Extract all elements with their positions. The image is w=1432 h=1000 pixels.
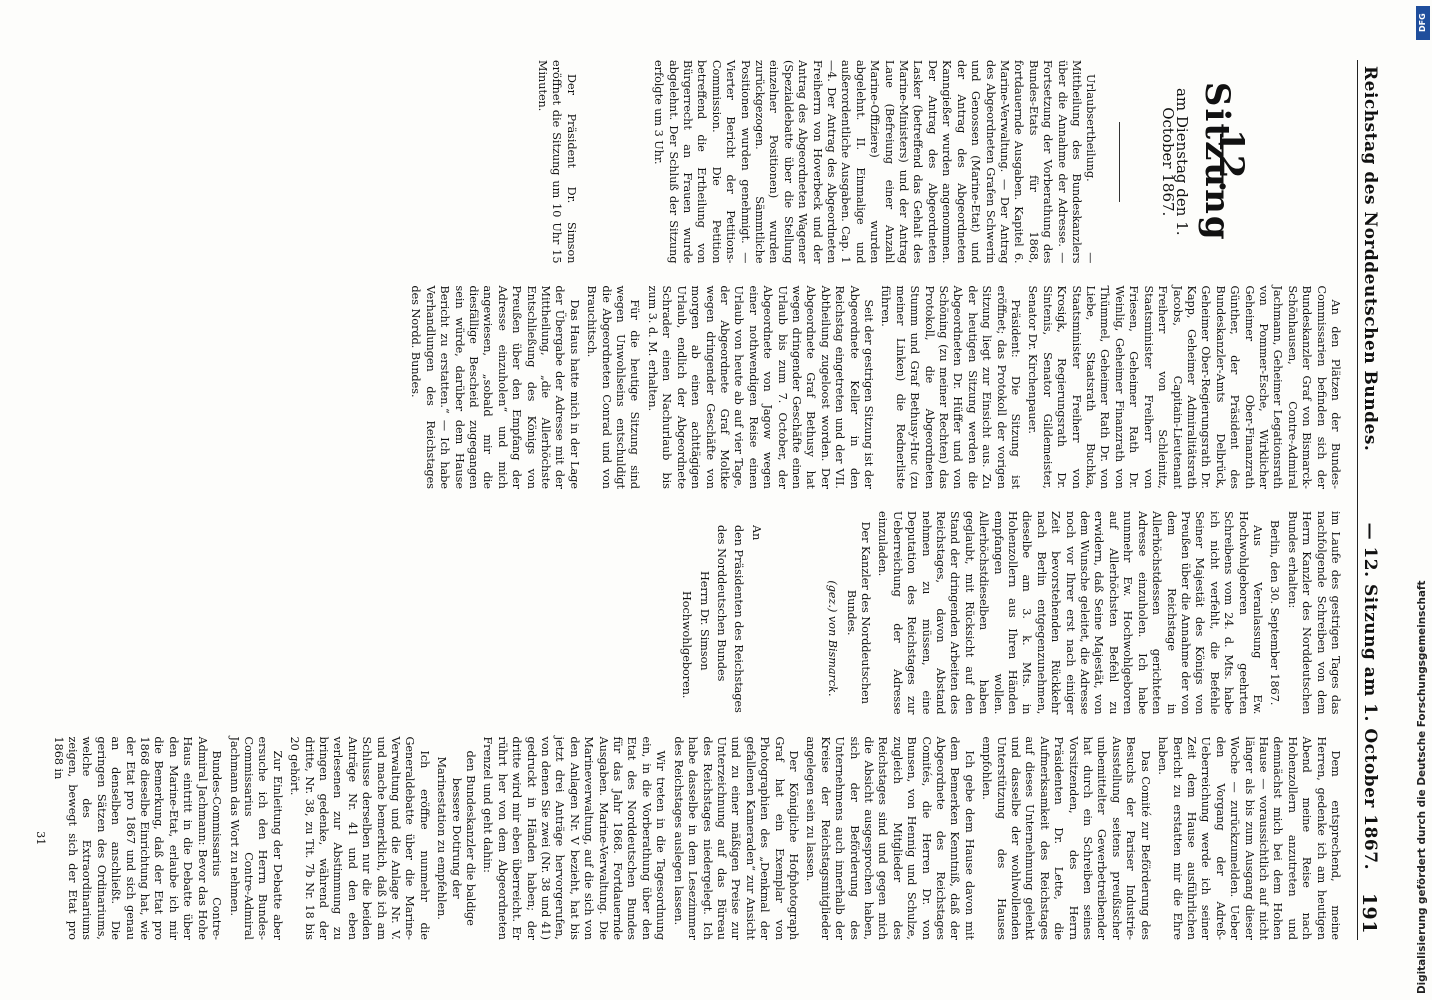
paragraph: An den Plätzen der Bundes-Commissarien befinden sich der Bundeskanzler Graf von Bismarck-Schönhausen, Contre-Admiral Jachmann, Geheimer Legationsrath von Pommer-Esche, Wirklicher Geheimer Ober-Finanzrath Günther, der Präsident des Bundeskanzler-Amts Delbrück, Geheimer Ober-Regierungsrath Dr. Kapp, Geheimer Admiralitätsrath Jacobs, Capitain-Lieutenant Freiherr von Schleinitz, Staatsminister Freiherr von Friesen, Geheimer Rath Dr. Weinlig, Geheimer Finanzrath von Thümmel, Geheimer Rath Dr. von Liebe, Staatsrath Buchka, Staatsminister Freiherr von Krosigk, Regierungsrath Dr. Sintenis, Senator Gildemeister, Senator Dr. Kirchenpauer. <box>1026 285 1342 489</box>
letter-intro: im Laufe des gestrigen Tages das nachfolgende Schreiben von dem Herrn Kanzler des Norddeutschen Bundes erhalten: <box>1285 511 1342 715</box>
digitization-note-text: Digitalisierung gefördert durch die Deutsche Forschungsgemeinschaft <box>1416 580 1428 994</box>
session-title: 12. Sitzung <box>1196 81 1251 242</box>
spacer <box>578 60 648 264</box>
paragraph: Ich gebe dem Hause davon mit dem Bemerken Kenntniß, daß der Abgeordnete des Reichstages Comités, die Herren Dr. von Bunsen, von Hennig und Schulze, zugleich Mitglieder des Reichstages sind und gegen mich die Absicht ausgesprochen haben, sich der Beförderung des Unternehmens auch innerhalb der Kreise der Reichstagsmitglieder angelegen sein zu lassen. <box>804 736 976 940</box>
paragraph: Zur Einleitung der Debatte aber ersuche ich den Herrn Bundes-Commissarius Contre-Admiral Jachmann das Wort zu nehmen. <box>227 736 284 940</box>
spacer <box>763 511 823 715</box>
paragraph: Für die heutige Sitzung sind wegen Unwohlseins entschuldigt die Abgeordneten Conrad und von Brauchitsch. <box>585 285 642 489</box>
column-3 <box>50 511 1342 715</box>
column-2 <box>50 286 1342 490</box>
session-heading <box>1119 60 1251 264</box>
heading-rule <box>1119 122 1120 202</box>
paragraph: Bundes-Commissarius Contre-Admiral Jachmann: Bevor das Hohe Haus eintritt in die Debatte über den Marine-Etat, erlaube ich mir die Bemerkung, daß der Etat pro 1868 dieselbe Einrichtung hat, wie der Etat pro 1867 und sich genau an denselben anschließt. Die geringen Sätzen des Ordinariums, welche des Extraordinariums zeigen, bewegt sich der Etat pro 1868 in <box>51 736 224 940</box>
address-line: des Norddeutschen Bundes <box>714 525 728 682</box>
paragraph: Das Comité zur Beförderung des Besuchs der Pariser Industrie-Ausstellung seitens preußischer unbemittelter Gewerbetreibender hat durch ein Schreiben seines Vorsitzenden, des Herrn Präsidenten Dr. Lette, die Aufmerksamkeit des Reichstages auf dieses Unternehmung gelenkt und dasselbe der wohlwollenden Unterstützung des Hauses empfohlen. <box>980 736 1152 940</box>
address-line: Herrn Dr. Simson <box>697 571 711 671</box>
address-line: Hochwohlgeboren. <box>680 591 694 699</box>
address-line: den Präsidenten des Reichstages <box>732 525 746 713</box>
running-head-right: — 12. Sitzung am 1. October 1867. <box>1360 522 1380 870</box>
opening-statement: Der Präsident Dr. Simson eröffnet die Sitzung um 10 Uhr 15 Minuten. <box>535 60 578 264</box>
running-head-left: Reichstag des Norddeutschen Bundes. <box>1360 66 1380 452</box>
newspaper-page <box>20 20 1412 980</box>
session-date: am Dienstag den 1. October 1867. <box>1158 87 1192 236</box>
address-line: An <box>749 525 763 541</box>
text-columns <box>34 60 1342 940</box>
paragraph: Präsident: Die Sitzung ist eröffnet; das Protokoll der vorigen Sitzung liegt zur Einsicht aus. Zu der heutigen Sitzung werden die Abgeordneten Dr. Hüffer und von Schöning (zu meiner Rechten) das Protokoll, die Abgeordneten Stumm und Graf Bethusy-Huc (zu meiner Linken) die Rednerliste führen. <box>879 285 1023 489</box>
paragraph: Der Königliche Hofphotograph Graf hat ein Exemplar von Photographien des „Denkmal der gefallenen Kameraden“ zur Ansicht und zu einer mäßigen Preise zur Unterzeichnung auf das Büreau des Reichstages niedergelegt. Ich habe dasselbe in dem Lesezimmer des Reichstages auslegen lassen. <box>671 736 800 940</box>
agenda-summary: Urlaubsertheilung. — Mittheilung des Bundeskanzlers über die Annahme der Adresse. — Fortsetzung der Vorberathung des Bundes-Etats für 1868, fortdauernde Ausgaben. Kapitel 6. Marine-Verwaltung. — Der Antrag des Abgeordneten Grafen Schwerin und Genossen (Marine-Etat) und der Antrag des Abgeordneten Kanngießer wurden angenommen. Der Antrag des Abgeordneten Lasker (betreffend das Gehalt des Marine-Ministers) und der Antrag Laue (Befreiung einer Anzahl Marine-Offiziere) wurden abgelehnt. II. Einmalige und außerordentliche Ausgaben. Cap. 1—4. Der Antrag des Abgeordneten Freiherrn von Hoverbeck und der Antrag des Abgeordneten Wagener (Spezialdebatte über die Stellung einzelner Positionen) wurden zurückgezogen. Sämmtliche Positionen wurden genehmigt. — Vierter Bericht der Petitions-Commission. Die Petition betreffend die Ertheilung von Bürgerrecht an Frauen wurde abgelehnt. Der Schluß der Sitzung erfolgte um 3 Uhr. <box>652 60 1098 264</box>
letter-body: Aus Veranlassung Ew. Hochwohlgeboren geehrten Schreibens vom 24. d. Mts. habe ich nicht verfehlt, die Befehle Seiner Majestät des Königs von Preußen über die Annahme der von dem Reichstage in Allerhöchstdessen gerichteten Adresse einzuholen. Ich habe nunmehr Ew. Hochwohlgeboren auf Allerhöchsten Befehl zu erwidern, daß Seine Majestät, von dem Wunsche geleitet, die Adresse noch vor Ihrer erst nach einiger Zeit bevorstehenden Rückkehr nach Berlin entgegenzunehmen, dieselbe am 3. k. Mts. in Hohenzollern aus Ihren Händen empfangen wollen. Allerhöchstdieselben haben geglaubt, mit Rücksicht auf den Stand der dringenden Arbeiten des Reichstages, davon Abstand nehmen zu müssen, eine Deputation des Reichstages zur Ueberreichung der Adresse einzuladen. <box>876 511 1264 715</box>
paragraph: Wir treten in die Tagesordnung ein, in die Vorberathung über den Etat des Norddeutschen Bundes für das Jahr 1868. Fortdauernde Ausgaben. Marine-Verwaltung. Die Marineverwaltung, auf die sich von den Anlagen Nr. V bezieht, hat bis jetzt drei Anträge hervorgerufen, von denen Sie zwei (Nr. 38 und 41) gedruckt in Händen haben; der dritte wird mir eben überreicht. Er rührt her von dem Abgeordneten Frenzel und geht dahin: <box>481 736 668 940</box>
digitization-note <box>1414 8 1432 1000</box>
paragraph: Seit der gestrigen Sitzung ist der Abgeordnete Keller in den Reichstag eingetreten und der VII. Abtheilung zugeloost worden. Der Abgeordnete Graf Bethusy hat wegen dringender Geschäfte einen Urlaub bis zum 7. October, der Abgeordnete von Jagow wegen einer nothwendigen Reise einen Urlaub von heute ab auf vier Tage, der Abgeordnete Graf Moltke wegen dringender Geschäfte von morgen ab einen achttägigen Urlaub, endlich der Abgeordnete Schrader einen Nachurlaub bis zum 3. d. M. erhalten. <box>645 285 875 489</box>
signature-mark: 31 <box>34 831 48 846</box>
paragraph: Dem entsprechend, meine Herren, gedenke ich am heutigen Abend meine Reise nach Hohenzollern anzutreten und demnächst mich bei dem Hohen Hause — voraussichtlich auf nicht länger als bis zum Ausgang dieser Woche — zurückzumelden. Ueber den Vorgang der Adreß-Ueberreichung werde ich seiner Zeit dem Hause ausführlichen Bericht zu erstatten mir die Ehre haben. <box>1156 736 1342 940</box>
letter-place-date: Berlin, den 30. September 1867. <box>1268 520 1282 706</box>
paragraph: Das Haus hatte mich in der Lage der Übergabe der Adresse mit der Mittheilung, „die Allerhöchste Entschließung des Königs von Preußen über den Empfang der Adresse einzuholen“ und mich angewiesen, „sobald mir die diesfällige Bescheid zugegangen sein würde, darüber dem Hause Bericht zu erstatten.“ — Ich habe Verhandlungen des Reichstages des Nordd. Bundes. <box>409 285 581 489</box>
dfg-logo: DFG <box>1416 6 1430 40</box>
column-4 <box>34 736 1342 941</box>
paragraph: Ich eröffne nunmehr die Generaldebatte über die Marine-Verwaltung und die Anlage Nr. V. und mache bemerklich, daß ich am Schlusse derselben nur die beiden Anträge Nr. 41 und den eben verlesenen zur Abstimmung zu bringen gedenke, während der dritte, Nr. 38, zu Tit. 7b Nr. 18 bis 20 gehört. <box>288 736 431 940</box>
page-number: 191 <box>1358 892 1380 934</box>
column-1 <box>50 60 1342 264</box>
letter-signature: (gez.) von Bismarck. <box>826 580 840 697</box>
quoted-motion: den Bundeskanzler die baldige bessere Dotirung der Marinestation zu empfehlen. <box>435 750 478 926</box>
running-head <box>1357 60 1380 940</box>
letter-closing: Der Kanzler des Norddeutschen Bundes. <box>844 521 872 704</box>
